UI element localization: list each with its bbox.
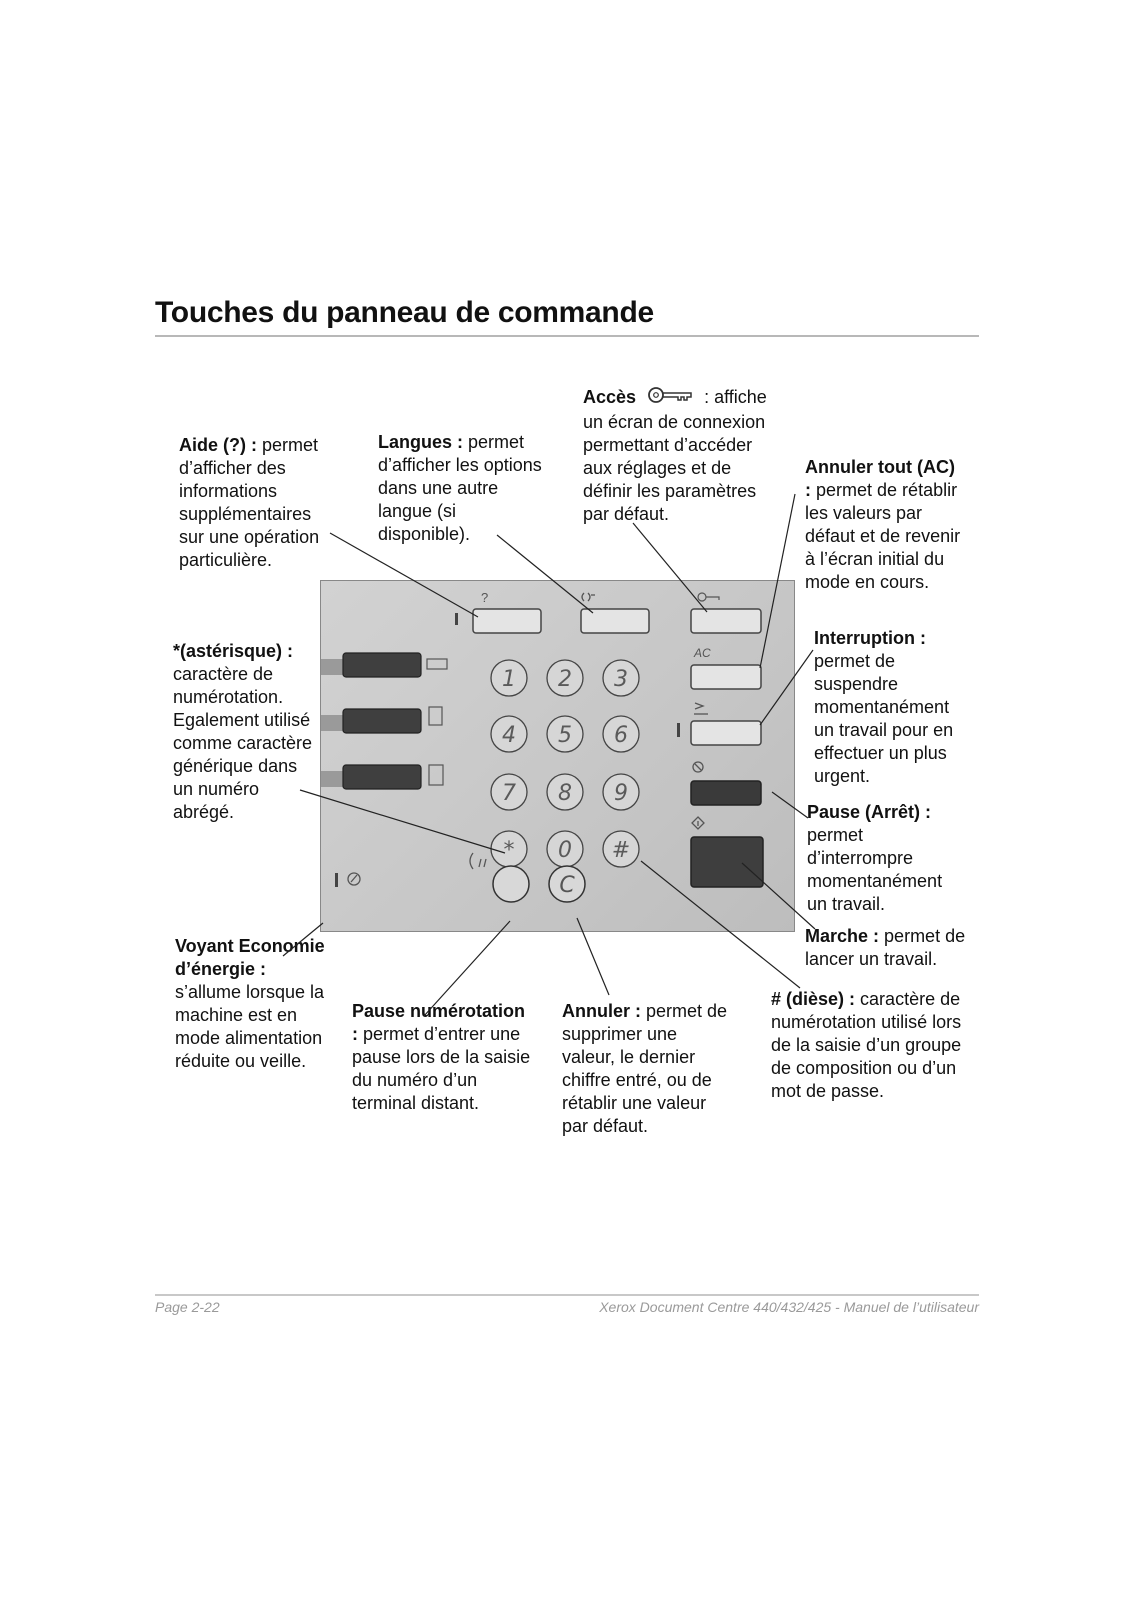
note-diese xyxy=(771,988,971,1103)
note-asterisque-body: caractère de numérotation. Egalement utilisé comme caractère générique dans un numéro abrégé. xyxy=(173,664,313,822)
note-acces xyxy=(583,385,783,526)
note-pause-numerotation-head: Pause numérotation : xyxy=(352,1001,526,1044)
note-diese-head: # (dièse) : xyxy=(771,989,856,1009)
note-langues-head: Langues : xyxy=(378,432,464,452)
note-pause-arret-head: Pause (Arrêt) : xyxy=(807,802,932,822)
note-marche-body: permet de lancer un travail. xyxy=(805,926,966,969)
stop-icon xyxy=(693,762,703,772)
note-annuler-tout-head: Annuler tout (AC) : xyxy=(805,457,955,500)
interrupt-button[interactable] xyxy=(691,721,761,745)
keypad-key-label-4: 5 xyxy=(558,723,572,748)
ac-symbol: AC xyxy=(694,646,711,660)
keypad-key-label-8: 9 xyxy=(614,781,628,806)
pause-dial-icon xyxy=(470,853,486,869)
keypad-key-label-2: 3 xyxy=(614,667,628,692)
pause-dial-button[interactable] xyxy=(493,866,529,902)
start-icon xyxy=(692,817,704,829)
access-key-icon xyxy=(698,593,719,601)
clear-all-button[interactable] xyxy=(691,665,761,689)
note-aide-body: permet d’afficher des informations supplémentaires sur une opération particulière. xyxy=(179,435,320,570)
clear-button-label: C xyxy=(559,873,575,898)
scan-icon xyxy=(429,765,443,785)
note-pause-numerotation-body: permet d’entrer une pause lors de la saisie du numéro d’un terminal distant. xyxy=(352,1024,531,1113)
note-diese-body: caractère de numérotation utilisé lors de la saisie d’un groupe de composition ou d’un mot de passe. xyxy=(771,989,962,1101)
note-aide xyxy=(179,434,339,572)
note-annuler-tout-body: permet de rétablir les valeurs par défaut et de revenir à l’écran initial du mode en cours. xyxy=(805,480,961,592)
note-asterisque xyxy=(173,640,313,824)
footer-divider xyxy=(155,1294,979,1296)
note-voyant xyxy=(175,935,330,1073)
note-marche xyxy=(805,925,985,971)
note-langues-body: permet d’afficher les options dans une autre langue (si disponible). xyxy=(378,432,542,544)
scan-mode-button[interactable] xyxy=(343,765,421,789)
interrupt-icon xyxy=(694,703,708,714)
note-acces-head: Accès xyxy=(583,386,637,407)
page-title: Touches du panneau de commande xyxy=(155,296,654,329)
note-interruption-head: Interruption : xyxy=(814,628,926,648)
note-annuler-tout xyxy=(805,456,965,594)
stop-button[interactable] xyxy=(691,781,761,805)
note-asterisque-head: *(astérisque) : xyxy=(173,641,294,661)
keypad-key-label-0: 1 xyxy=(502,667,516,692)
keypad-key-label-3: 4 xyxy=(502,723,516,748)
mode-light-1 xyxy=(321,659,343,675)
keypad-key-label-1: 2 xyxy=(558,667,572,692)
control-panel-drawing xyxy=(321,581,796,933)
note-annuler-body: permet de supprimer une valeur, le dernier chiffre entré, ou de rétablir une valeur par défaut. xyxy=(562,1001,728,1136)
keypad xyxy=(491,660,639,867)
note-pause-arret xyxy=(807,801,957,916)
access-button[interactable] xyxy=(691,609,761,633)
copy-mode-button[interactable] xyxy=(343,709,421,733)
note-annuler-head: Annuler : xyxy=(562,1001,641,1021)
start-button[interactable] xyxy=(691,837,763,887)
keypad-key-label-5: 6 xyxy=(614,723,628,748)
interrupt-indicator xyxy=(677,723,680,737)
help-symbol: ? xyxy=(481,590,489,605)
note-aide-head: Aide (?) : xyxy=(179,435,257,455)
help-indicator xyxy=(455,613,458,625)
keypad-key-label-9: * xyxy=(503,838,515,863)
fax-icon xyxy=(427,659,447,669)
note-acces-body: : affiche un écran de connexion permettant d’accéder aux réglages et de définir les paramètres par défaut. xyxy=(583,386,767,524)
note-voyant-body: s’allume lorsque la machine est en mode alimentation réduite ou veille. xyxy=(175,982,325,1071)
note-langues xyxy=(378,431,548,546)
mode-light-3 xyxy=(321,771,343,787)
note-interruption-body: permet de suspendre momentanément un travail pour en effectuer un plus urgent. xyxy=(814,651,954,786)
keypad-key-label-11: # xyxy=(611,838,631,863)
note-interruption xyxy=(814,627,974,788)
help-button[interactable] xyxy=(473,609,541,633)
note-voyant-head: Voyant Economie d’énergie : xyxy=(175,936,325,979)
note-pause-arret-body: permet d’interrompre momentanément un travail. xyxy=(807,825,943,914)
copy-icon xyxy=(429,707,442,725)
note-pause-numerotation xyxy=(352,1000,532,1115)
title-divider xyxy=(155,335,979,337)
keypad-key-label-10: 0 xyxy=(558,838,572,863)
key-icon xyxy=(647,385,695,411)
keypad-key-label-7: 8 xyxy=(558,781,572,806)
note-annuler xyxy=(562,1000,732,1138)
power-save-icon xyxy=(348,873,360,885)
fax-mode-button[interactable] xyxy=(343,653,421,677)
mode-light-2 xyxy=(321,715,343,731)
power-save-indicator xyxy=(335,873,338,887)
control-panel xyxy=(320,580,795,932)
language-icon xyxy=(582,593,595,601)
footer-title: Xerox Document Centre 440/432/425 - Manuel de l’utilisateur xyxy=(599,1299,979,1315)
footer-page-number: Page 2-22 xyxy=(155,1299,220,1315)
note-marche-head: Marche : xyxy=(805,926,880,946)
keypad-key-label-6: 7 xyxy=(502,781,516,806)
language-button[interactable] xyxy=(581,609,649,633)
